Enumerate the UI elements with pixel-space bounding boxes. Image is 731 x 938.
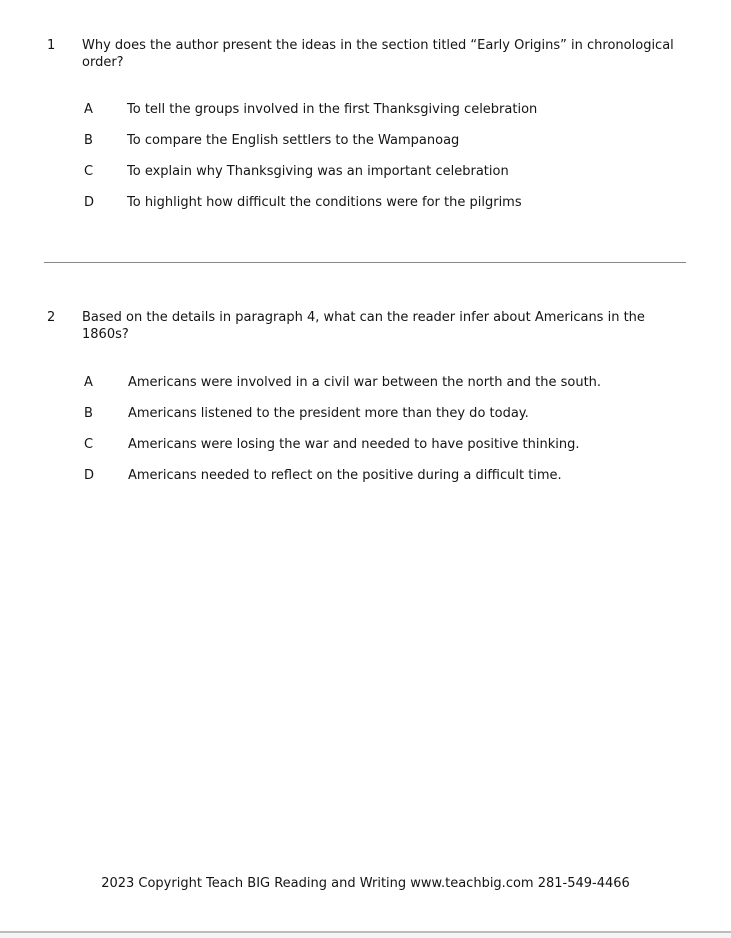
question-1-options	[84, 103, 682, 210]
option-letter: D	[84, 195, 95, 210]
page-bottom-edge	[0, 931, 731, 938]
question-number: 1	[47, 38, 56, 53]
option-letter: B	[84, 133, 93, 148]
option-row	[84, 407, 682, 421]
option-text: Americans were losing the war and needed to have positive thinking.	[128, 437, 580, 452]
option-text: Americans needed to reflect on the positive during a difficult time.	[128, 468, 562, 483]
option-text: Americans listened to the president more than they do today.	[128, 406, 529, 421]
option-row	[84, 196, 682, 210]
option-row	[84, 376, 682, 390]
option-letter: A	[84, 102, 93, 117]
question-text: Why does the author present the ideas in the section titled “Early Origins” in chronological order?	[82, 38, 674, 70]
option-text: Americans were involved in a civil war between the north and the south.	[128, 375, 602, 390]
question-2-stem	[47, 309, 682, 343]
question-2	[47, 309, 682, 483]
footer-copyright: 2023 Copyright Teach BIG Reading and Writing www.teachbig.com 281-549-4466	[101, 876, 630, 891]
question-divider	[44, 262, 686, 263]
option-row	[84, 165, 682, 179]
question-1	[47, 37, 682, 210]
option-row	[84, 134, 682, 148]
option-text: To tell the groups involved in the first Thanksgiving celebration	[127, 102, 538, 117]
option-row	[84, 469, 682, 483]
option-letter: D	[84, 468, 95, 483]
option-text: To highlight how difficult the conditions were for the pilgrims	[127, 195, 522, 210]
option-text: To explain why Thanksgiving was an important celebration	[127, 164, 509, 179]
option-letter: A	[84, 375, 93, 390]
question-text: Based on the details in paragraph 4, what can the reader infer about Americans in the 1860s?	[82, 310, 645, 342]
option-row	[84, 438, 682, 452]
question-1-stem	[47, 37, 682, 71]
question-number: 2	[47, 310, 56, 325]
question-2-options	[84, 376, 682, 483]
option-text: To compare the English settlers to the Wampanoag	[127, 133, 460, 148]
option-letter: B	[84, 406, 93, 421]
option-row	[84, 103, 682, 117]
option-letter: C	[84, 437, 94, 452]
option-letter: C	[84, 164, 94, 179]
